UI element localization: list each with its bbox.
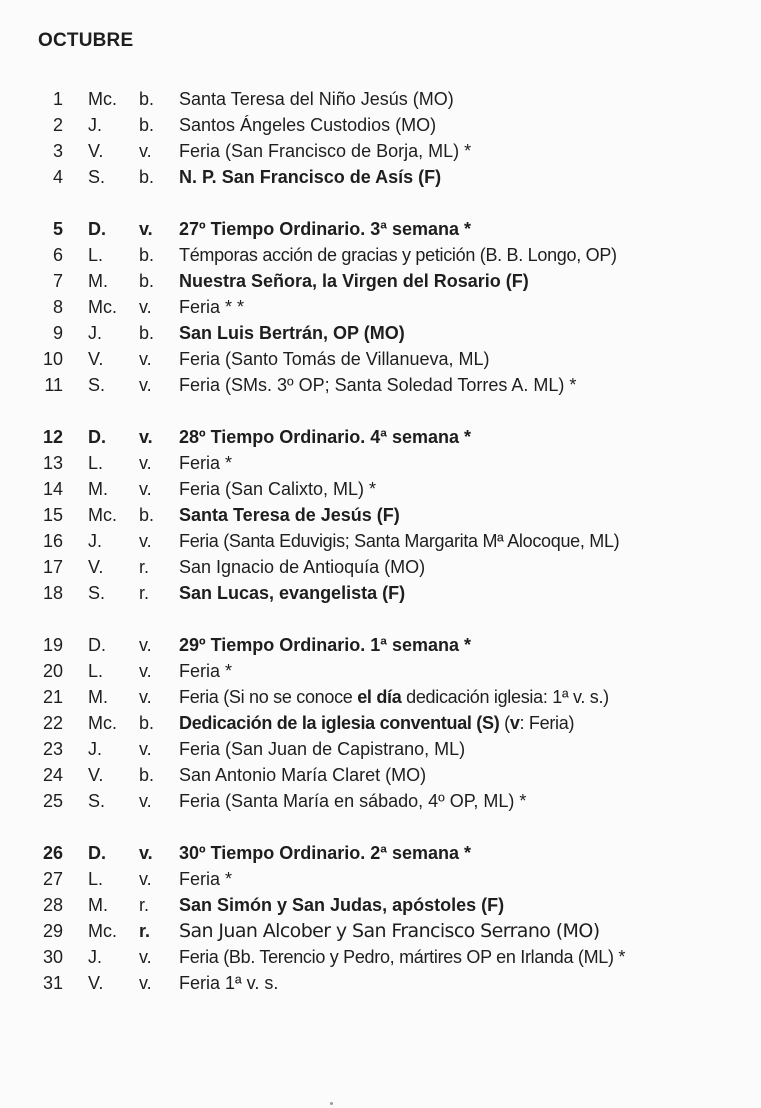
liturgical-color: v. [139, 349, 152, 369]
day-number: 1 [52, 89, 63, 109]
day-of-week: J. [88, 739, 103, 759]
day-number: 15 [42, 505, 63, 525]
description-part: Feria (Si no se conoce [179, 687, 358, 707]
liturgical-color: v. [139, 843, 153, 863]
day-number: 25 [42, 791, 63, 811]
day-of-week: Mc. [88, 505, 117, 525]
day-of-week: S. [88, 791, 106, 811]
day-number: 27 [42, 869, 63, 889]
day-of-week: J. [88, 947, 103, 967]
liturgical-color: v. [139, 869, 152, 889]
celebration-description [179, 684, 609, 710]
day-number: 3 [52, 141, 63, 161]
celebration-description: Nuestra Señora, la Virgen del Rosario (F) [179, 271, 529, 291]
day-number: 30 [42, 947, 63, 967]
day-number: 23 [42, 739, 63, 759]
celebration-description: Feria * * [179, 297, 245, 317]
day-of-week: Mc. [88, 297, 117, 317]
liturgical-color: r. [139, 895, 150, 915]
celebration-description: 30º Tiempo Ordinario. 2ª semana * [179, 843, 472, 863]
day-of-week: S. [88, 583, 106, 603]
day-of-week: V. [88, 141, 104, 161]
liturgical-color: v. [139, 947, 152, 967]
day-of-week: S. [88, 375, 106, 395]
celebration-description: Témporas acción de gracias y petición (B. B. Longo, OP) [179, 245, 617, 265]
day-of-week: V. [88, 765, 104, 785]
liturgical-color: b. [139, 505, 155, 525]
calendar-entry [0, 476, 761, 502]
liturgical-color: v. [139, 297, 152, 317]
celebration-description: Feria * [179, 869, 233, 889]
celebration-description: 27º Tiempo Ordinario. 3ª semana * [179, 219, 472, 239]
calendar-entry [0, 918, 761, 944]
day-of-week: V. [88, 349, 104, 369]
celebration-description: Feria (Santa María en sábado, 4º OP, ML) * [179, 791, 527, 811]
day-number: 26 [42, 843, 63, 863]
day-number: 5 [52, 219, 63, 239]
celebration-description: San Luis Bertrán, OP (MO) [179, 323, 405, 343]
calendar-entry [0, 554, 761, 580]
calendar-entry [0, 164, 761, 190]
day-of-week: S. [88, 167, 106, 187]
liturgical-color: v. [139, 531, 152, 551]
celebration-description: San Simón y San Judas, apóstoles (F) [179, 895, 505, 915]
day-of-week: J. [88, 531, 103, 551]
calendar-entry [0, 710, 761, 736]
calendar-entry [0, 320, 761, 346]
liturgical-calendar [0, 86, 761, 1022]
celebration-description: Feria (SMs. 3º OP; Santa Soledad Torres A. ML) * [179, 375, 577, 395]
day-of-week: M. [88, 895, 108, 915]
day-of-week: M. [88, 687, 108, 707]
liturgical-color: v. [139, 141, 152, 161]
calendar-entry [0, 294, 761, 320]
calendar-entry [0, 268, 761, 294]
day-of-week: D. [88, 843, 106, 863]
day-number: 6 [52, 245, 63, 265]
day-number: 19 [42, 635, 63, 655]
calendar-entry [0, 762, 761, 788]
celebration-description: Feria (San Calixto, ML) * [179, 479, 377, 499]
calendar-entry [0, 450, 761, 476]
week-block [0, 86, 761, 190]
day-of-week: M. [88, 271, 108, 291]
day-of-week: D. [88, 219, 106, 239]
day-number: 14 [42, 479, 63, 499]
scan-speck [330, 1102, 333, 1105]
calendar-entry [0, 788, 761, 814]
calendar-entry [0, 736, 761, 762]
day-number: 28 [42, 895, 63, 915]
liturgical-color: v. [139, 635, 152, 655]
calendar-entry [0, 112, 761, 138]
day-number: 18 [42, 583, 63, 603]
week-block [0, 840, 761, 996]
day-number: 21 [42, 687, 63, 707]
description-part: v [509, 713, 520, 733]
day-number: 8 [52, 297, 63, 317]
liturgical-color: r. [139, 583, 150, 603]
day-number: 13 [42, 453, 63, 473]
celebration-description [179, 710, 574, 736]
day-of-week: J. [88, 323, 103, 343]
description-part: ( [499, 713, 510, 733]
week-block [0, 632, 761, 814]
celebration-description: Feria (Santa Eduvigis; Santa Margarita Mª Alocoque, ML) [179, 531, 620, 551]
day-number: 22 [42, 713, 63, 733]
day-of-week: D. [88, 635, 106, 655]
liturgical-color: v. [139, 427, 153, 447]
day-of-week: L. [88, 453, 104, 473]
day-number: 4 [52, 167, 63, 187]
liturgical-color: v. [139, 661, 152, 681]
calendar-entry [0, 944, 761, 970]
day-number: 20 [42, 661, 63, 681]
description-part: dedicación iglesia: 1ª v. s.) [401, 687, 609, 707]
liturgical-color: b. [139, 89, 155, 109]
calendar-entry [0, 866, 761, 892]
celebration-description: San Juan Alcober y San Francisco Serrano (MO) [179, 920, 600, 942]
day-of-week: V. [88, 973, 104, 993]
day-of-week: J. [88, 115, 103, 135]
calendar-entry [0, 138, 761, 164]
liturgical-color: b. [139, 245, 155, 265]
day-number: 24 [42, 765, 63, 785]
day-number: 10 [42, 349, 63, 369]
calendar-entry [0, 840, 761, 866]
calendar-entry [0, 424, 761, 450]
day-of-week: M. [88, 479, 108, 499]
liturgical-color: r. [139, 557, 150, 577]
day-of-week: Mc. [88, 921, 117, 941]
day-number: 12 [42, 427, 63, 447]
celebration-description: Feria * [179, 661, 233, 681]
liturgical-color: v. [139, 479, 152, 499]
day-number: 7 [52, 271, 63, 291]
calendar-entry [0, 372, 761, 398]
celebration-description: Feria 1ª v. s. [179, 973, 279, 993]
description-part: : Feria) [519, 713, 575, 733]
calendar-entry [0, 658, 761, 684]
day-number: 17 [42, 557, 63, 577]
calendar-entry [0, 970, 761, 996]
calendar-entry [0, 892, 761, 918]
day-number: 2 [52, 115, 63, 135]
celebration-description: 29º Tiempo Ordinario. 1ª semana * [179, 635, 472, 655]
calendar-entry [0, 346, 761, 372]
day-of-week: Mc. [88, 713, 117, 733]
celebration-description: Feria (San Juan de Capistrano, ML) [179, 739, 466, 759]
celebration-description: Feria (Santo Tomás de Villanueva, ML) [179, 349, 490, 369]
celebration-description: Feria (Bb. Terencio y Pedro, mártires OP en Irlanda (ML) * [179, 947, 626, 967]
day-number: 9 [52, 323, 63, 343]
day-of-week: L. [88, 245, 104, 265]
day-of-week: V. [88, 557, 104, 577]
day-number: 31 [42, 973, 63, 993]
liturgical-color: b. [139, 323, 155, 343]
day-of-week: D. [88, 427, 106, 447]
liturgical-color: b. [139, 765, 155, 785]
calendar-entry [0, 528, 761, 554]
calendar-entry [0, 86, 761, 112]
liturgical-color: v. [139, 219, 153, 239]
week-block [0, 424, 761, 606]
day-of-week: L. [88, 869, 104, 889]
week-block [0, 216, 761, 398]
day-number: 11 [44, 375, 63, 395]
celebration-description: Santa Teresa de Jesús (F) [179, 505, 400, 525]
calendar-entry [0, 216, 761, 242]
day-number: 29 [42, 921, 63, 941]
day-of-week: Mc. [88, 89, 117, 109]
day-of-week: L. [88, 661, 104, 681]
liturgical-color: b. [139, 271, 155, 291]
celebration-description: San Antonio María Claret (MO) [179, 765, 427, 785]
liturgical-color: b. [139, 713, 155, 733]
liturgical-color: v. [139, 687, 152, 707]
description-part: el día [357, 687, 402, 707]
liturgical-color: b. [139, 115, 155, 135]
liturgical-color: v. [139, 791, 152, 811]
calendar-entry [0, 632, 761, 658]
celebration-description: San Ignacio de Antioquía (MO) [179, 557, 426, 577]
calendar-entry [0, 684, 761, 710]
celebration-description: 28º Tiempo Ordinario. 4ª semana * [179, 427, 472, 447]
liturgical-color: v. [139, 739, 152, 759]
calendar-entry [0, 502, 761, 528]
celebration-description: San Lucas, evangelista (F) [179, 583, 406, 603]
celebration-description: N. P. San Francisco de Asís (F) [179, 167, 442, 187]
calendar-entry [0, 580, 761, 606]
celebration-description: Feria (San Francisco de Borja, ML) * [179, 141, 472, 161]
celebration-description: Santos Ángeles Custodios (MO) [179, 115, 437, 135]
description-part: Dedicación de la iglesia conventual (S) [179, 713, 500, 733]
month-title: OCTUBRE [38, 30, 134, 51]
celebration-description: Santa Teresa del Niño Jesús (MO) [179, 89, 454, 109]
liturgical-color: b. [139, 167, 155, 187]
day-number: 16 [42, 531, 63, 551]
liturgical-color: v. [139, 973, 152, 993]
celebration-description: Feria * [179, 453, 233, 473]
liturgical-color: v. [139, 375, 152, 395]
liturgical-color: r. [139, 921, 151, 941]
liturgical-color: v. [139, 453, 152, 473]
calendar-entry [0, 242, 761, 268]
